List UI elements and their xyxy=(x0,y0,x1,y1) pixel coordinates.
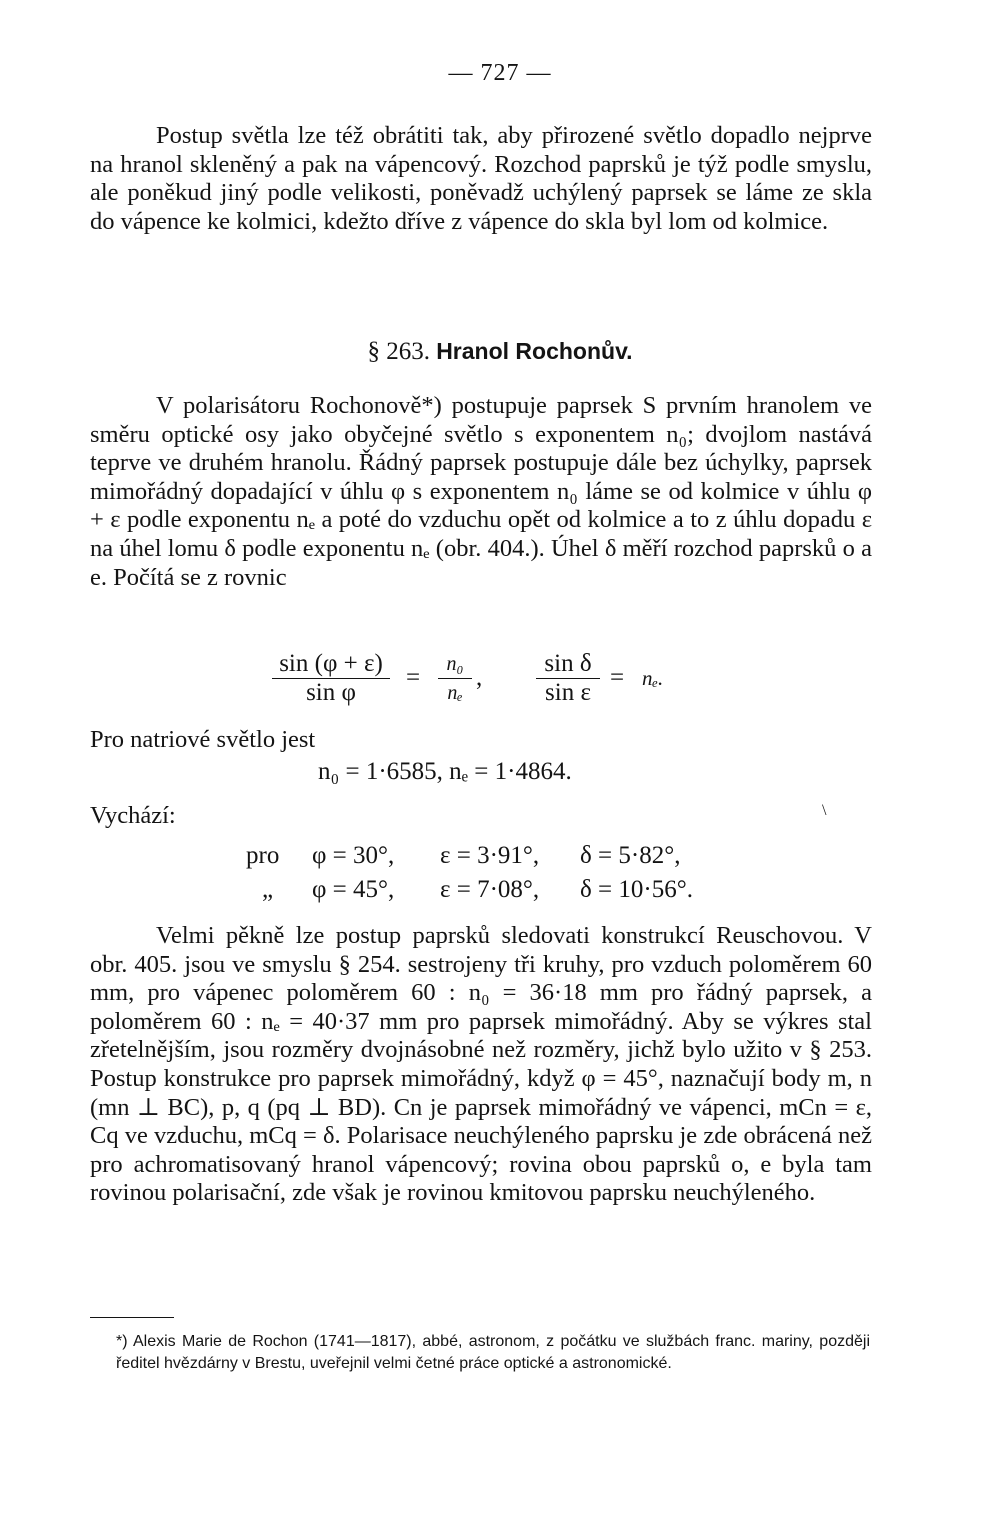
eq1-rhs-denominator: nₑ xyxy=(438,678,472,707)
eq1-denominator: sin φ xyxy=(272,678,390,707)
footnote-rule xyxy=(90,1317,174,1318)
row2-prefix: „ xyxy=(262,876,274,903)
eq1-rhs-numerator: n₀ xyxy=(446,653,464,675)
section-number: § 263. xyxy=(367,338,430,365)
eq1-numerator: sin (φ + ε) xyxy=(279,650,383,677)
row2-phi: φ = 45°, xyxy=(312,876,395,903)
row2-delta: δ = 10·56°. xyxy=(580,876,693,903)
row1-delta: δ = 5·82°, xyxy=(580,842,681,869)
section-heading xyxy=(0,338,1000,366)
stray-mark: \ xyxy=(822,802,827,819)
row2-eps: ε = 7·08°, xyxy=(440,876,540,903)
eq2-denominator: sin ε xyxy=(536,678,600,707)
eq2-numerator: sin δ xyxy=(544,650,592,677)
section-title: Hranol Rochonův. xyxy=(436,338,633,364)
eq2-lhs-fraction xyxy=(536,650,600,707)
paragraph-reversed-path: Postup světla lze též obrátiti tak, aby přirozené světlo dopadlo nejprve na hranol skleněný a pak na vápencový. Rozchod paprsků je týž podle smyslu, ale poněkud jiný podle velikosti, poněvadž uchýlený paprsek se láme ze skla do vápence ke kolmici, kdežto dříve z vápence do skla byl lom od kolmice. xyxy=(90,122,872,235)
eq1-equals: = xyxy=(406,664,421,691)
eq1-rhs-fraction xyxy=(438,650,472,707)
vychazi-label: Vychází: xyxy=(90,802,176,829)
eq1-comma: , xyxy=(476,664,483,691)
eq1-lhs-fraction xyxy=(272,650,390,707)
row1-prefix: pro xyxy=(246,842,280,869)
row1-phi: φ = 30°, xyxy=(312,842,395,869)
natrium-values: n₀ = 1·6585, nₑ = 1·4864. xyxy=(318,758,572,785)
row1-eps: ε = 3·91°, xyxy=(440,842,540,869)
paragraph-reusch-construction: Velmi pěkně lze postup paprsků sledovati konstrukcí Reuschovou. V obr. 405. jsou ve smyslu § 254. sestrojeny tři kruhy, pro vzduch poloměrem 60 mm, pro vápenec poloměrem 60 : n₀ = 36·18 mm pro řádný paprsek, a poloměrem 60 : nₑ = 40·37 mm pro paprsek mimořádný. Aby se výkres stal zřetelnějším, jsou rozměry dvojnásobné než rozměry, jichž bylo užito v § 253. Postup konstrukce pro paprsek mimořádný, když φ = 45°, naznačují body m, n (mn ⊥ BC), p, q (pq ⊥ BD). Cn je paprsek mimořádný ve vápenci, mCn = ε, Cq ve vzduchu, mCq = δ. Polarisace neuchýleného paprsku je zde obrácená než pro achromatisovaný hranol vápencový; rovina obou paprsků o, e byla tam rovinou polarisační, zde však je rovinou kmitovou paprsku neuchýleného. xyxy=(90,922,872,1207)
eq2-equals: = xyxy=(610,664,625,691)
paragraph-rochon-polarizer: V polarisátoru Rochonově*) postupuje paprsek S prvním hranolem ve směru optické osy jako obyčejné světlo s exponentem n₀; dvojlom nastává teprve ve druhém hranolu. Řádný paprsek postupuje dále bez úchylky, paprsek mimořádný dopadající v úhlu φ s exponentem n₀ láme se od kolmice v úhlu φ + ε podle exponentu nₑ a poté do vzduchu opět od kolmice a to z úhlu dopadu ε na úhel lomu δ podle exponentu nₑ (obr. 404.). Úhel δ měří rozchod paprsků o a e. Počítá se z rovnic xyxy=(90,392,872,591)
page-number: — 727 — xyxy=(448,60,552,86)
natrium-intro: Pro natriové světlo jest xyxy=(90,726,316,753)
footnote-rochon: *) Alexis Marie de Rochon (1741—1817), abbé, astronom, z počátku ve službách franc. mariny, později ředitel hvězdárny v Brestu, uveřejnil velmi četné práce optické a astronomické. xyxy=(116,1333,870,1373)
eq2-rhs: nₑ. xyxy=(642,666,664,690)
